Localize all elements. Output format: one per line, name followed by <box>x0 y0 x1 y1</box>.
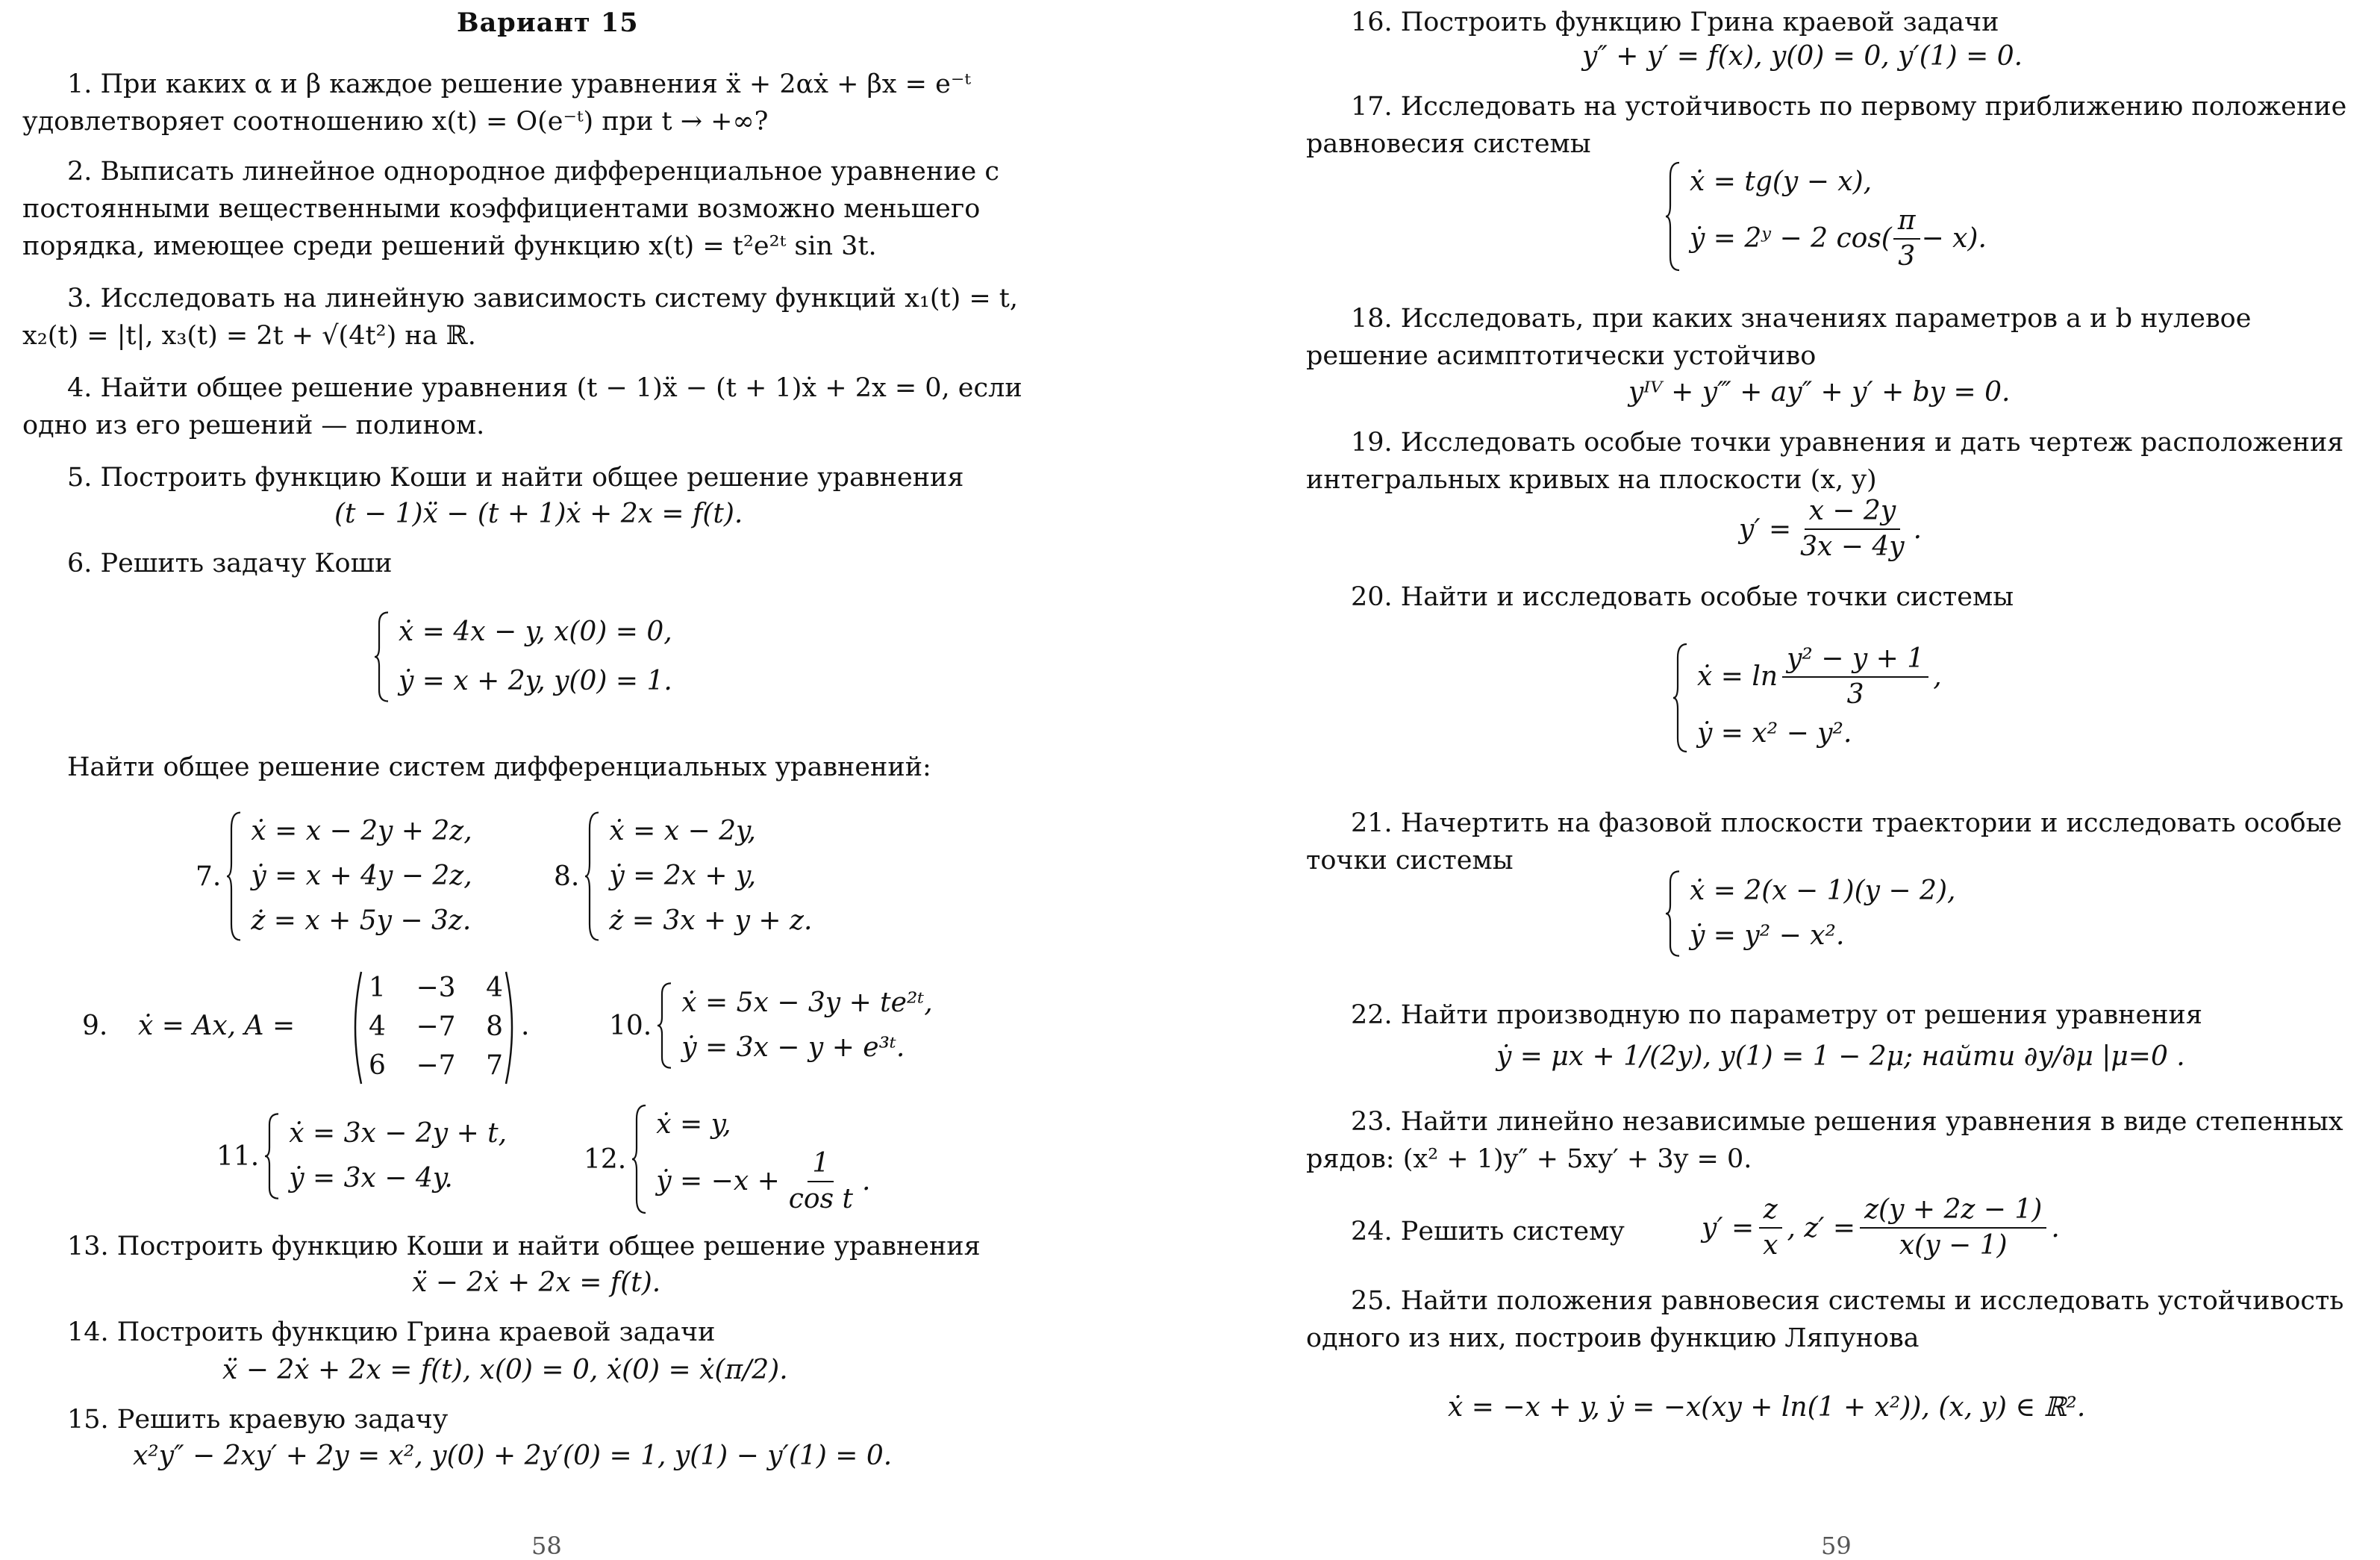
brace-icon <box>225 810 242 943</box>
problem-17-system <box>1664 160 1987 272</box>
problem-6-system <box>373 611 672 703</box>
system-row: ẏ = 2x + y, <box>609 861 757 891</box>
system-row: ż = 3x + y + z. <box>609 905 813 936</box>
system-row: ẏ = −x + $\frac{1}{\text{cos t}}$ . <box>656 1146 870 1217</box>
matrix-cell: −7 <box>416 1011 456 1042</box>
right-page <box>1306 0 2380 1560</box>
problem-14: 14. Построить функцию Грина краевой задачи <box>67 1317 716 1347</box>
problem-3: 3. Исследовать на линейную зависимость систему функций x₁(t) = t, x₂(t) = |t|, x₃(t) = 2t + √(4t²) на ℝ. <box>22 284 1018 351</box>
system-row: ẏ = x + 2y, y(0) = 1. <box>399 666 672 696</box>
fraction-denominator: 3 <box>1846 679 1864 710</box>
matrix-cell: 4 <box>486 973 503 1003</box>
system-11-label: 11. <box>216 1141 260 1172</box>
general-solution-heading: Найти общее решение систем дифференциальных уравнений: <box>67 752 931 782</box>
system-row: ẏ = 3x − 4y. <box>289 1163 453 1194</box>
problem-24-label: 24. Решить систему <box>1351 1217 1625 1247</box>
brace-icon <box>373 611 390 703</box>
fraction <box>1782 642 1928 712</box>
problem-20: 20. Найти и исследовать особые точки системы <box>1351 582 2014 612</box>
problem-15: 15. Решить краевую задачу <box>67 1405 449 1435</box>
system-10-label: 10. <box>609 1010 652 1041</box>
system-row: ẋ = y, <box>656 1109 731 1140</box>
system-10 <box>609 982 933 1070</box>
problem-16: 16. Построить функцию Грина краевой задачи <box>1351 7 1999 37</box>
system-row: ẋ = 2(x − 1)(y − 2), <box>1690 876 1956 906</box>
system-row: ẋ = tg(y − x), <box>1690 166 1873 197</box>
system-7 <box>196 810 472 943</box>
page-number: 58 <box>531 1532 562 1560</box>
system-row: ẏ = x + 4y − 2z, <box>251 861 472 891</box>
problem-22-equation: ẏ = μx + 1/(2y), y(1) = 1 − 2μ; найти ∂y/∂μ |μ=0 . <box>1496 1041 2185 1072</box>
fraction-numerator: π <box>1893 204 1920 240</box>
matrix-cell: 7 <box>486 1050 503 1081</box>
problem-21: 21. Начертить на фазовой плоскости траектории и исследовать особые точки системы <box>1306 808 2343 876</box>
problem-13-equation: ẍ − 2ẋ + 2x = f(t). <box>412 1267 661 1298</box>
system-row-suffix: − x). <box>1921 223 1987 254</box>
left-page <box>0 0 1097 1560</box>
fraction-numerator: 1 <box>808 1146 834 1182</box>
problem-15-equation: x²y″ − 2xy′ + 2y = x², y(0) + 2y′(0) = 1, y(1) − y′(1) = 0. <box>133 1441 893 1471</box>
matrix-a: 1 −3 4 4 −7 8 6 −7 7 . <box>348 969 534 1087</box>
fraction-denominator: x(y − 1) <box>1899 1230 2008 1261</box>
problem-2: 2. Выписать линейное однородное дифференциальное уравнение с постоянными вещественными коэффициентами возможно меньшего порядка, имеющее среди решений функцию x(t) = t²e²ᵗ sin 3t. <box>22 157 999 261</box>
problem-1: 1. При каких α и β каждое решение уравнения ẍ + 2αẋ + βx = e⁻ᵗ удовлетворяет соотношению x(t) = O(e⁻ᵗ) при t → +∞? <box>22 69 971 137</box>
system-row: ż = x + 5y − 3z. <box>251 905 472 936</box>
system-12-label: 12. <box>584 1144 627 1175</box>
problem-5: 5. Построить функцию Коши и найти общее решение уравнения <box>67 463 964 493</box>
system-8 <box>554 810 812 943</box>
problem-4: 4. Найти общее решение уравнения (t − 1)ẍ − (t + 1)ẋ + 2x = 0, если одно из его решений — полином. <box>22 373 1022 440</box>
problem-25: 25. Найти положения равновесия системы и исследовать устойчивость одного из них, построив функцию Ляпунова <box>1306 1286 2344 1353</box>
variant-title: Вариант 15 <box>457 7 639 38</box>
brace-icon <box>1664 870 1681 958</box>
problem-25-equation: ẋ = −x + y, ẏ = −x(xy + ln(1 + x²)), (x, y) ∈ ℝ². <box>1448 1392 2086 1423</box>
problem-19: 19. Исследовать особые точки уравнения и дать чертеж расположения интегральных кривых на плоскости (x, y) <box>1306 428 2344 495</box>
system-12 <box>584 1103 870 1215</box>
problem-20-system <box>1672 642 1942 754</box>
fraction <box>1758 1193 1782 1263</box>
matrix-cell: 4 <box>369 1011 386 1042</box>
problem-6: 6. Решить задачу Коши <box>67 549 393 578</box>
matrix-cell: 1 <box>369 973 386 1003</box>
problem-16-equation: y″ + y′ = f(x), y(0) = 0, y′(1) = 0. <box>1582 41 2023 72</box>
brace-icon <box>1672 642 1688 754</box>
system-row: ẋ = x − 2y, <box>609 816 756 846</box>
brace-icon <box>631 1103 647 1215</box>
system-11 <box>216 1112 507 1200</box>
problem-19-equation <box>1739 494 1922 564</box>
system-row: ẏ = x² − y². <box>1697 718 1852 749</box>
system-8-label: 8. <box>554 861 580 892</box>
fraction-numerator: z(y + 2z − 1) <box>1860 1193 2046 1229</box>
system-9-label: 9. <box>82 1011 108 1041</box>
problem-13: 13. Построить функцию Коши и найти общее решение уравнения <box>67 1232 981 1261</box>
problem-14-equation: ẍ − 2ẋ + 2x = f(t), x(0) = 0, ẋ(0) = ẋ(π/2). <box>222 1355 788 1385</box>
fraction-numerator: y² − y + 1 <box>1782 642 1928 678</box>
problem-21-system <box>1664 870 1955 958</box>
problem-18: 18. Исследовать, при каких значениях параметров a и b нулевое решение асимптотически устойчиво <box>1306 304 2252 371</box>
brace-icon <box>263 1112 280 1200</box>
equation-suffix: . <box>1913 514 1923 545</box>
problem-17: 17. Исследовать на устойчивость по первому приближению положение равновесия системы <box>1306 92 2347 159</box>
system-row <box>1697 642 1942 712</box>
fraction-denominator: x <box>1763 1230 1778 1261</box>
matrix-cell: 8 <box>486 1011 503 1042</box>
problem-18-equation: yᴵⱽ + y‴ + ay″ + y′ + by = 0. <box>1628 377 2011 408</box>
system-row: ẋ = 5x − 3y + te²ᵗ, <box>681 988 933 1018</box>
fraction-denominator: 3x − 4y <box>1800 531 1905 562</box>
fraction <box>1860 1193 2046 1263</box>
page-number: 59 <box>1821 1532 1852 1560</box>
problem-22: 22. Найти производную по параметру от решения уравнения <box>1351 1000 2202 1030</box>
system-row: ẋ = 3x − 2y + t, <box>289 1118 507 1149</box>
system-row: ẋ = x − 2y + 2z, <box>251 816 472 846</box>
fraction <box>1893 204 1920 274</box>
system-row-prefix: ẏ = 2ʸ − 2 cos( <box>1690 223 1892 254</box>
fraction <box>1796 494 1909 564</box>
system-row <box>1690 204 1987 274</box>
fraction <box>784 1146 858 1217</box>
fraction-numerator: x − 2y <box>1805 494 1901 530</box>
matrix-cell: −7 <box>416 1050 456 1081</box>
problem-23: 23. Найти линейно независимые решения уравнения в виде степенных рядов: (x² + 1)y″ + 5xy′ + 3y = 0. <box>1306 1107 2343 1174</box>
system-row-prefix: ẋ = ln <box>1697 661 1778 692</box>
problem-24-equation <box>1702 1193 2060 1263</box>
matrix-cell: −3 <box>416 973 456 1003</box>
system-row: ẋ = 4x − y, x(0) = 0, <box>399 617 672 647</box>
equation-prefix: y′ = <box>1739 514 1792 545</box>
fraction-denominator: 3 <box>1898 241 1916 272</box>
brace-icon <box>1664 160 1681 272</box>
equation-middle: , z′ = <box>1787 1212 1856 1244</box>
equation-suffix: . <box>2051 1212 2060 1244</box>
fraction-denominator: cos t <box>788 1184 853 1214</box>
system-row: ẏ = 3x − y + e³ᵗ. <box>681 1032 905 1063</box>
system-row: ẏ = y² − x². <box>1690 920 1845 951</box>
brace-icon <box>584 810 600 943</box>
matrix-cell: 6 <box>369 1050 386 1081</box>
system-7-label: 7. <box>196 861 222 892</box>
equation-prefix: y′ = <box>1702 1212 1755 1244</box>
fraction-numerator: z <box>1759 1193 1782 1229</box>
problem-5-equation: (t − 1)ẍ − (t + 1)ẋ + 2x = f(t). <box>334 499 743 529</box>
brace-icon <box>656 982 672 1070</box>
system-row-suffix: , <box>1933 661 1942 692</box>
system-row-prefix: ẏ = −x + <box>656 1166 780 1196</box>
system-9-equation: ẋ = Ax, A = <box>138 1011 296 1041</box>
